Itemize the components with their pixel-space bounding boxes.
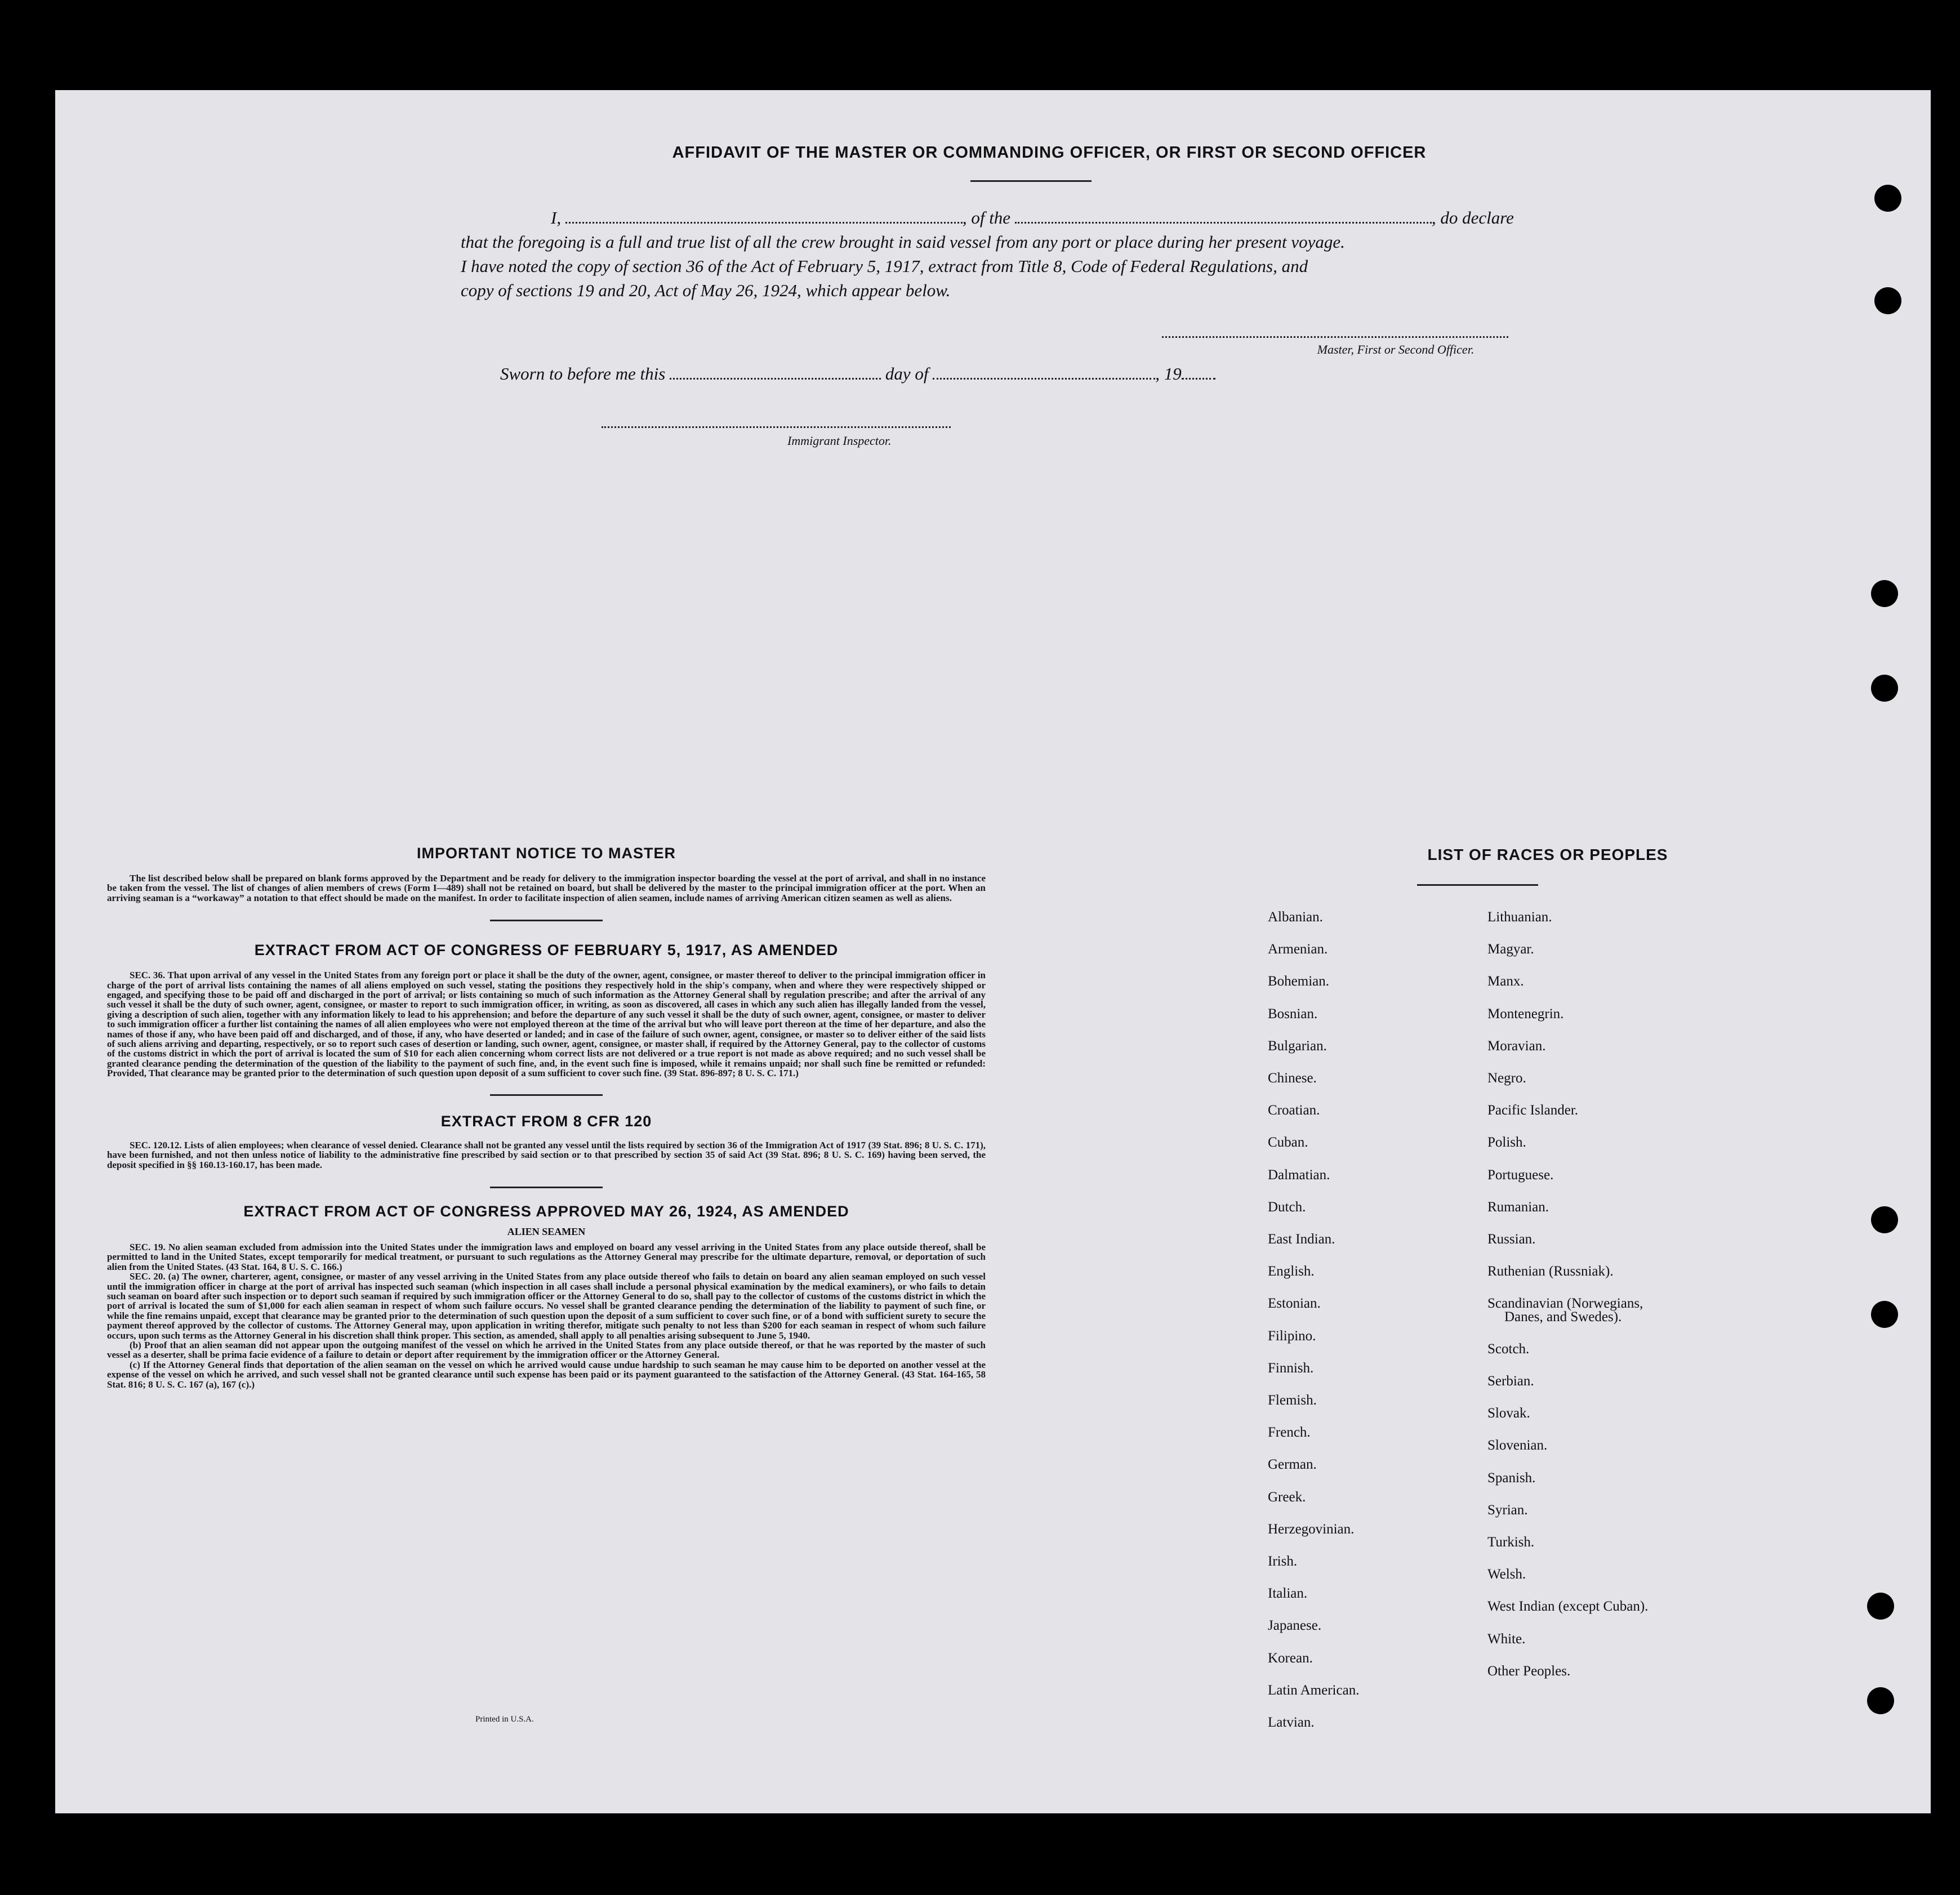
vessel-blank[interactable] [1015,208,1432,224]
day-of-text: day of [885,364,929,384]
race-item: Turkish. [1487,1535,1535,1550]
race-item: East Indian. [1268,1232,1335,1247]
declaration-block [461,206,1587,302]
race-item: Moravian. [1487,1038,1546,1054]
race-item: Japanese. [1268,1618,1322,1634]
punch-hole [1871,1301,1898,1328]
notice-text: The list described below shall be prepared on blank forms approved by the Department and be ready for delivery to the immigration inspector boarding the vessel at the port of arrival, and shall in no instance be taken from the vessel. The list of changes of alien members of crews (Form I—489) shall not be retained on board, but shall be delivered by the master to the principal immigration officer at the port. When an arriving seaman is a “workaway” a notation to that effect should be made on the manifest. In order to facilitate inspection of alien seamen, include names of arriving American citizen seamen as well as aliens. [107,873,986,903]
declaration-line-2: that the foregoing is a full and true list of all the crew brought in said vessel from any port or place during her present voyage. [461,232,1345,252]
master-caption: Master, First or Second Officer. [1317,342,1475,356]
extract-cfr-title: EXTRACT FROM 8 CFR 120 [440,1112,652,1130]
alien-seamen-subtitle: ALIEN SEAMEN [507,1225,586,1237]
title-divider [970,180,1092,182]
race-item: Russian. [1487,1232,1536,1247]
race-item: French. [1268,1425,1311,1441]
race-item: Magyar. [1487,942,1534,957]
race-item: Montenegrin. [1487,1006,1564,1022]
race-item: German. [1268,1457,1317,1473]
race-item: Serbian. [1487,1374,1534,1389]
declaration-line-3: I have noted the copy of section 36 of the Act of February 5, 1917, extract from Title 8, Code of Federal Regulations, and [461,256,1308,276]
punch-hole [1871,580,1898,607]
printed-in-usa: Printed in U.S.A. [475,1715,534,1724]
race-item: Herzegovinian. [1268,1521,1355,1537]
punch-hole [1874,287,1901,314]
sec-20b-text: (b) Proof that an alien seaman did not appear upon the outgoing manifest of the vessel on which he arrived in the United States from any place outside thereof, or that he was reported by the master of such vessel as a deserter, shall be prima facie evidence of a failure to detain or deport after requirement by the immigration officer or the Attorney General. [107,1339,986,1361]
punch-hole [1871,675,1898,702]
extract-1917-title: EXTRACT FROM ACT OF CONGRESS OF FEBRUARY 5, 1917, AS AMENDED [254,942,839,959]
race-item: Italian. [1268,1586,1308,1602]
race-item: Manx. [1487,974,1524,989]
notice-column [107,845,986,1389]
race-item: Other Peoples. [1487,1663,1571,1679]
race-item: Negro. [1487,1071,1526,1086]
notice-divider [490,920,603,921]
race-item: White. [1487,1631,1526,1647]
race-item: Welsh. [1487,1567,1526,1582]
sec-19-text: SEC. 19. No alien seaman excluded from admission into the United States under the immigration laws and employed on board any vessel arriving in the United States from any place outside thereof, shall be permitted to land in the United States, except temporarily for medical treatment, or pursuant to such regulations as the Attorney General may prescribe for the ultimate departure, removal, or deportation of such alien from the United States. (43 Stat. 164, 8 U. S. C. 166.) [107,1241,986,1272]
inspector-signature-line[interactable] [602,426,951,428]
race-item: Rumanian. [1487,1199,1549,1215]
race-item: Finnish. [1268,1360,1314,1376]
race-item: Scandinavian (Norwegians, [1487,1296,1643,1312]
punch-hole [1871,1206,1898,1233]
sworn-text: Sworn to before me this [500,364,666,384]
race-item: Armenian. [1268,942,1328,957]
race-item: Albanian. [1268,909,1323,925]
race-item: Dalmatian. [1268,1167,1330,1183]
race-item: West Indian (except Cuban). [1487,1599,1649,1615]
year-blank[interactable] [1182,364,1215,380]
year-text: , 19 [1155,364,1182,384]
race-item: Lithuanian. [1487,909,1552,925]
races-right-column [1487,901,1648,1687]
race-item: Syrian. [1487,1502,1528,1518]
race-item: Polish. [1487,1135,1526,1151]
races-divider [1417,884,1538,886]
declaration-line-4: copy of sections 19 and 20, Act of May 26, 1924, which appear below. [461,280,951,300]
race-item: Filipino. [1268,1328,1316,1344]
race-item: Pacific Islander. [1487,1103,1579,1118]
races-title: LIST OF RACES OR PEOPLES [1427,846,1668,863]
declaration-i: I, [551,208,562,228]
race-item: Bulgarian. [1268,1038,1327,1054]
master-signature-line[interactable] [1162,336,1508,338]
race-item: Estonian. [1268,1296,1321,1312]
races-left-column [1268,901,1359,1738]
declaration-do-declare: , do declare [1431,208,1514,228]
extract-1917-text: SEC. 36. That upon arrival of any vessel in the United States from any foreign port or place it shall be the duty of the owner, agent, consignee, or master thereof to deliver to the principal immigration officer in charge of the port of arrival lists containing the names of all aliens employed on such vessel, stating the positions they respectively hold in the ship's company, when and where they were respectively shipped or engaged, and specifying those to be paid off and discharged in the port of arrival; or lists containing so much of such information as the Attorney General shall by regulation prescribe; and after the arrival of any such vessel it shall be the duty of such owner, agent, consignee, or master to report to such immigration officer, in writing, as soon as discovered, all cases in which any such alien has illegally landed from the vessel, giving a description of such alien, together with any information likely to lead to his apprehension; and before the departure of any such vessel it shall be the duty of such owner, agent, consignee, or master to deliver to such immigration officer a further list containing the names of all alien employees who were not employed thereon at the time of the arrival but who will leave port thereon at the time of her departure, and also the names of those if any, who have been paid off and discharged, and of those, if any, who have deserted or landed; and in case of the failure of such owner, agent, consignee, or master so to deliver either of the said lists of such aliens arriving and departing, respectively, or so to report such cases of desertion or landing, such owner, agent, consignee, or master shall, if required by the Attorney General, pay to the collector of customs of the customs district in which the port of arrival is located the sum of $10 for each alien concerning whom correct lists are not delivered or a true report is not made as above required; and no such vessel shall be granted clearance pending the determination of the question of the liability to the payment of such fine, and, in the event such fine is imposed, while it remains unpaid; nor shall such fine be remitted or refunded: Provided, That clearance may be granted prior to the determination of such question upon deposit of a sum sufficient to cover such fine. (39 Stat. 896-897; 8 U. S. C. 171.) [107,970,986,1079]
punch-hole [1874,185,1901,212]
extract-cfr-text: SEC. 120.12. Lists of alien employees; when clearance of vessel denied. Clearance shall not be granted any vessel until the lists required by section 36 of the Immigration Act of 1917 (39 Stat. 896; 8 U. S. C. 171), have been furnished, and not then unless notice of liability to the administrative fine prescribed by said section or to that prescribed by section 35 of said Act (39 Stat. 896; 8 U. S. C. 169) having been served, the deposit specified in §§ 160.13-160.17, has been made. [107,1139,986,1170]
name-blank[interactable] [565,208,963,224]
race-item: Greek. [1268,1489,1306,1505]
extract-1917-divider [490,1094,603,1096]
extract-cfr-divider [490,1187,603,1188]
race-item: Latin American. [1268,1682,1360,1698]
race-item: Spanish. [1487,1470,1536,1486]
sworn-day-blank[interactable] [670,364,881,380]
sec-20a-text: SEC. 20. (a) The owner, charterer, agent, consignee, or master of any vessel arriving in the United States from any place outside thereof who fails to detain on board any alien seaman employed on such vessel until the immigration officer in charge at the port of arrival has inspected such seaman (which inspection in all cases shall include a personal physical examination by the medical examiners), or who fails to detain such seaman on board after such inspection or to deport such seaman if required by such immigration officer or the Attorney General to do so, shall pay to the collector of customs of the customs district in which the port of arrival is located the sum of $1,000 for each alien seaman in respect of whom such failure occurs. No vessel shall be granted clearance pending the determination of the liability to payment of such fine, or while the fine remains unpaid, except that clearance may be granted prior to the determination of such question upon the deposit of a sum sufficient to cover such fine, or of a bond with sufficient surety to secure the payment thereof approved by the collector of customs. The Attorney General may, upon application in writing therefor, mitigate such penalty to not less than $200 for each seaman in respect of whom such failure occurs, upon such terms as the Attorney General in his discretion shall think proper. This section, as amended, shall apply to all penalties arising subsequent to June 5, 1940. [107,1271,986,1341]
sworn-line [500,364,1215,384]
punch-hole [1867,1593,1894,1620]
race-item: Dutch. [1268,1199,1306,1215]
race-item: Flemish. [1268,1393,1317,1408]
race-item: English. [1268,1264,1315,1279]
sworn-month-blank[interactable] [933,364,1155,380]
race-item: Scotch. [1487,1341,1530,1357]
declaration-line-1 [461,206,1587,230]
race-item: Bohemian. [1268,974,1330,989]
race-item: Portuguese. [1487,1167,1554,1183]
race-item: Latvian. [1268,1715,1315,1731]
race-item: Chinese. [1268,1071,1317,1086]
race-item: Ruthenian (Russniak). [1487,1264,1614,1279]
extract-1924-title: EXTRACT FROM ACT OF CONGRESS APPROVED MAY 26, 1924, AS AMENDED [243,1202,849,1220]
race-item: Irish. [1268,1554,1298,1569]
sec-20c-text: (c) If the Attorney General finds that deportation of the alien seaman on the vessel on which he arrived would cause undue hardship to such seaman he may cause him to be deported on another vessel at the expense of the vessel on which he arrived, and such vessel shall not be granted clearance until such expense has been paid or its payment guaranteed to the satisfaction of the Attorney General. (43 Stat. 164-165, 58 Stat. 816; 8 U. S. C. 167 (a), 167 (c).) [107,1359,986,1390]
notice-title: IMPORTANT NOTICE TO MASTER [417,845,676,862]
declaration-of-the: , of the [962,208,1011,228]
inspector-caption: Immigrant Inspector. [787,434,892,448]
race-item: Korean. [1268,1650,1313,1666]
race-item: Croatian. [1268,1103,1320,1118]
race-item: Bosnian. [1268,1006,1318,1022]
affidavit-title: AFFIDAVIT OF THE MASTER OR COMMANDING OFFICER, OR FIRST OR SECOND OFFICER [672,144,1427,162]
race-item: Slovak. [1487,1406,1530,1421]
race-item: Danes, and Swedes). [1504,1309,1622,1325]
punch-hole [1867,1687,1894,1714]
race-item: Slovenian. [1487,1438,1548,1453]
document-sheet [55,90,1931,1813]
race-item: Cuban. [1268,1135,1308,1151]
